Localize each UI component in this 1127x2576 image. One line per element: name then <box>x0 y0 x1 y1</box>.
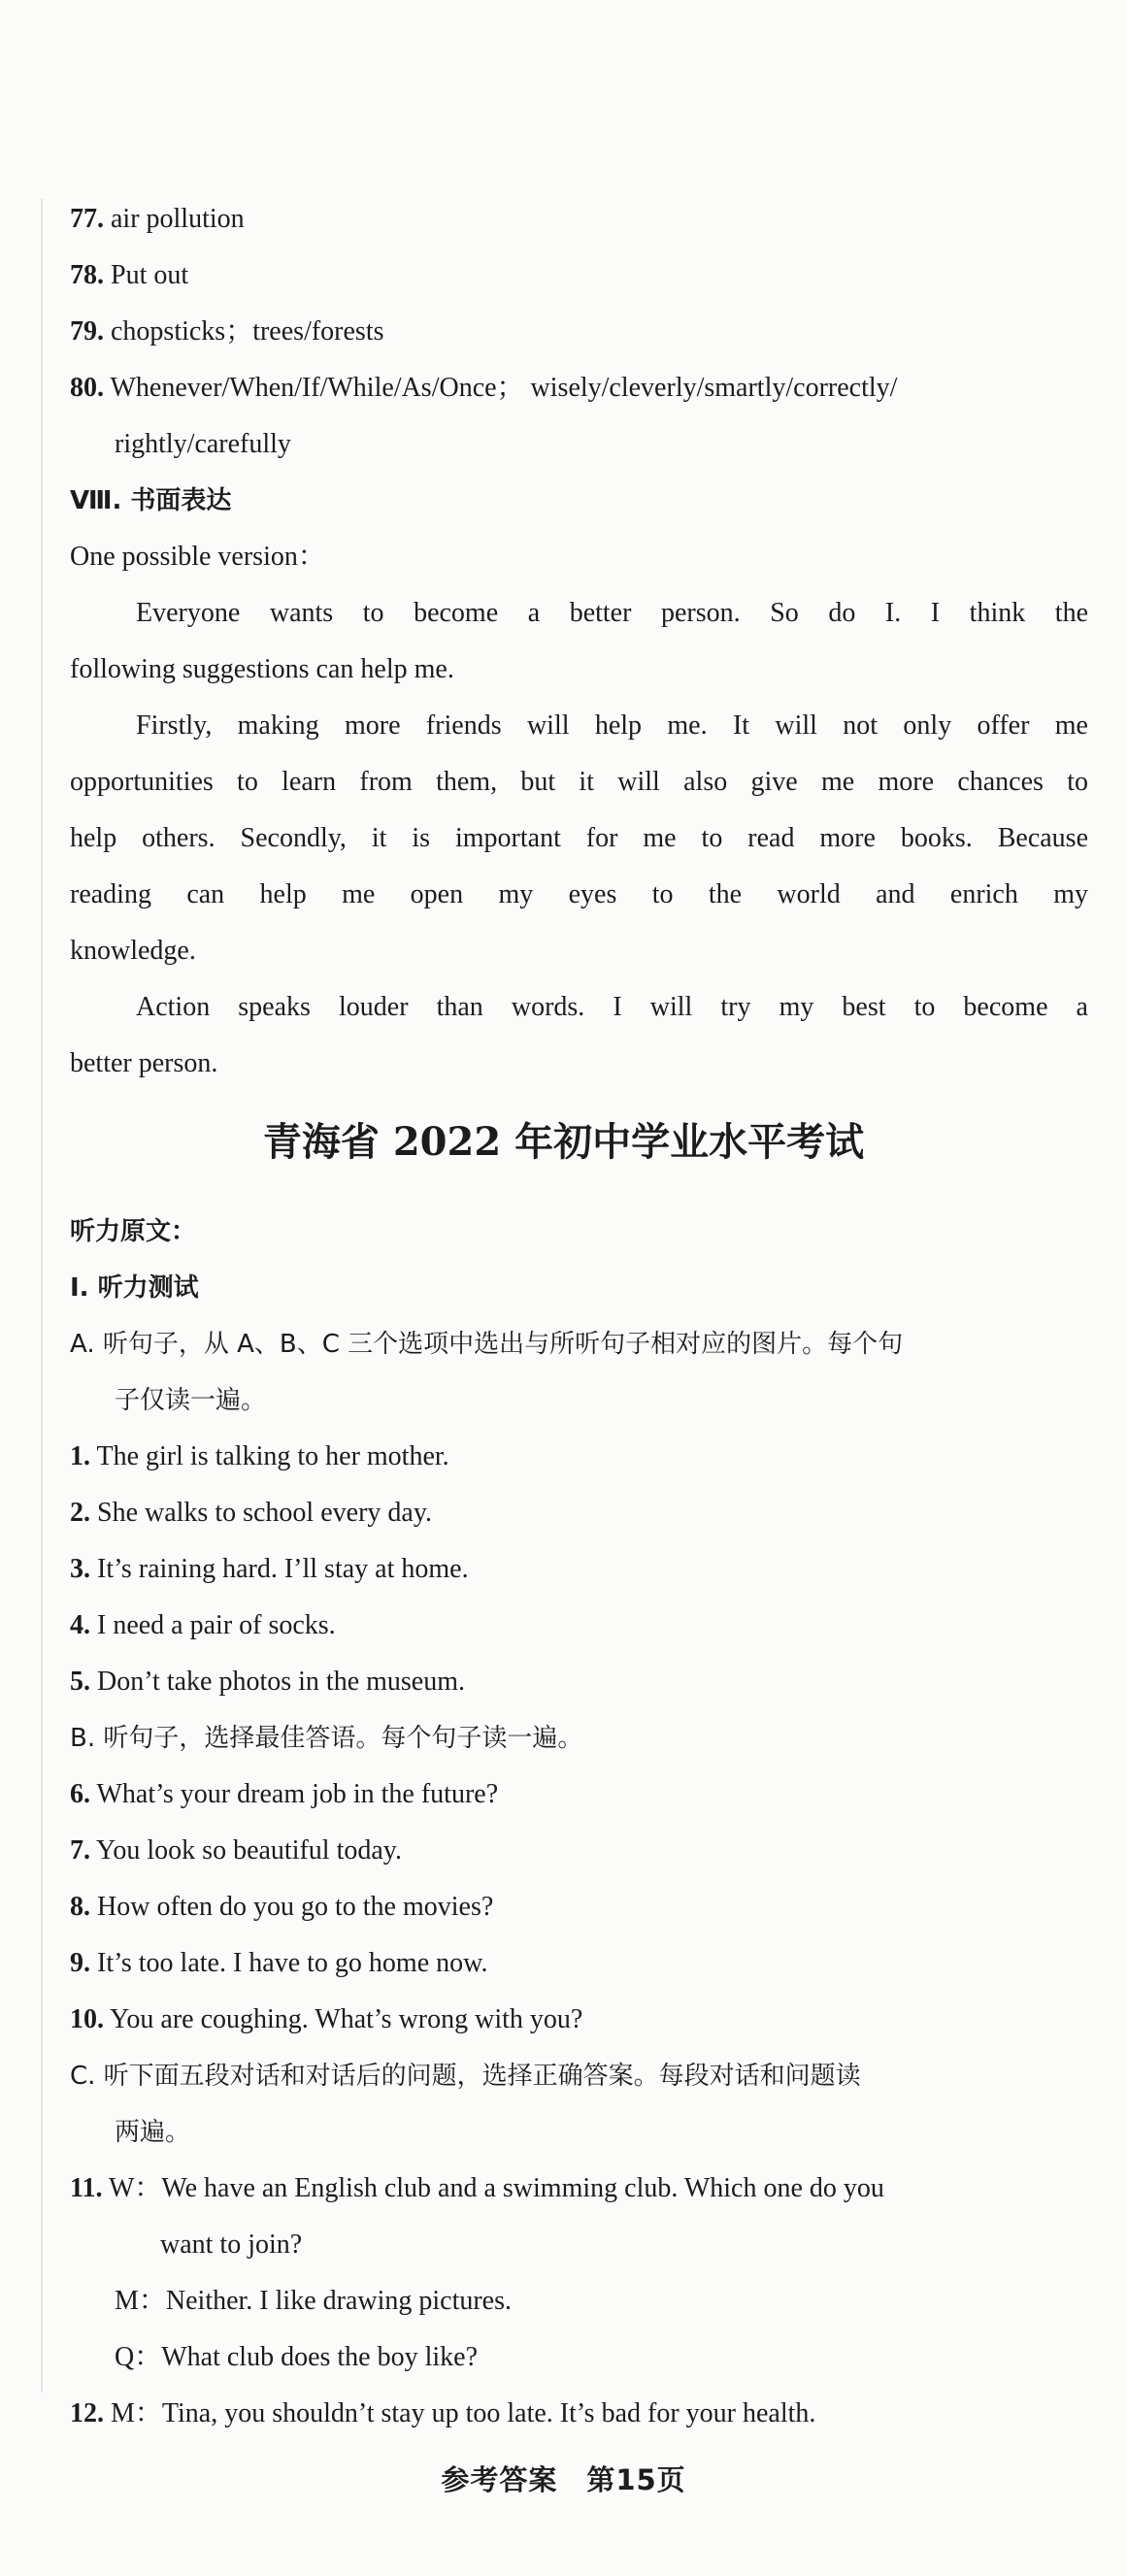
listening-item-3: 3. It’s raining hard. I’ll stay at home. <box>70 1554 469 1584</box>
essay-line: help others. Secondly, it is important for me to read more books. Because <box>70 823 1088 853</box>
answer-number: 80. <box>70 373 104 403</box>
listening-heading: 听力原文： <box>70 1217 197 1246</box>
listening-item-6: 6. What’s your dream job in the future? <box>70 1779 499 1809</box>
essay-line: knowledge. <box>70 936 196 966</box>
part-c-instruction-cont: 两遍。 <box>115 2118 191 2147</box>
part-a-instruction: A. 听句子，从 A、B、C 三个选项中选出与所听句子相对应的图片。每个句 <box>70 1330 904 1359</box>
listening-item-8: 8. How often do you go to the movies? <box>70 1892 494 1922</box>
answer-text: Put out <box>111 260 189 290</box>
listening-section: Ⅰ. 听力测试 <box>70 1273 199 1303</box>
listening-item-4: 4. I need a pair of socks. <box>70 1610 336 1640</box>
page-footer: 参考答案 第15页 <box>441 2463 686 2496</box>
part-a-instruction-cont: 子仅读一遍。 <box>115 1386 267 1415</box>
essay-line: Action speaks louder than words. I will try my best to become a <box>136 992 1088 1022</box>
answer-text: chopsticks；trees/forests <box>111 316 384 347</box>
dialogue-11-m: M：Neither. I like drawing pictures. <box>115 2286 513 2316</box>
listening-item-9: 9. It’s too late. I have to go home now. <box>70 1948 488 1978</box>
dialogue-11-w: 11. W：We have an English club and a swimming club. Which one do you <box>70 2173 884 2203</box>
exam-title: 青海省 2022 年初中学业水平考试 <box>262 1119 865 1165</box>
dialogue-12-m: 12. M：Tina, you shouldn’t stay up too late. It’s bad for your health. <box>70 2398 816 2428</box>
answer-79 <box>70 304 1088 360</box>
writing-intro: One possible version： <box>70 542 325 572</box>
answer-80 <box>70 360 1088 416</box>
answer-number: 78. <box>70 260 104 290</box>
writing-heading: Ⅷ. 书面表达 <box>70 486 232 515</box>
part-b-instruction: B. 听句子，选择最佳答语。每个句子读一遍。 <box>70 1724 583 1753</box>
essay-line: opportunities to learn from them, but it will also give me more chances to <box>70 767 1088 797</box>
answer-78 <box>70 248 1088 304</box>
essay-line: better person. <box>70 1048 218 1078</box>
answer-number: 77. <box>70 204 104 234</box>
listening-item-7: 7. You look so beautiful today. <box>70 1835 402 1866</box>
listening-item-1: 1. The girl is talking to her mother. <box>70 1441 449 1471</box>
answer-text: air pollution <box>111 204 245 234</box>
listening-item-10: 10. You are coughing. What’s wrong with you? <box>70 2004 583 2034</box>
listening-item-5: 5. Don’t take photos in the museum. <box>70 1667 465 1697</box>
answer-77 <box>70 191 1088 248</box>
dialogue-11-q: Q：What club does the boy like? <box>115 2342 479 2372</box>
margin-rule <box>41 199 43 2393</box>
answer-80-continued: rightly/carefully <box>115 429 291 459</box>
essay-line: Everyone wants to become a better person. So do I. I think the <box>136 598 1088 628</box>
essay-line: Firstly, making more friends will help me. It will not only offer me <box>136 710 1088 741</box>
part-c-instruction: C. 听下面五段对话和对话后的问题，选择正确答案。每段对话和问题读 <box>70 2062 861 2091</box>
essay-line: following suggestions can help me. <box>70 654 454 684</box>
listening-item-2: 2. She walks to school every day. <box>70 1498 432 1528</box>
dialogue-11-w-cont: want to join? <box>160 2229 303 2260</box>
answer-text: Whenever/When/If/While/As/Once； wisely/cleverly/smartly/correctly/ <box>110 373 898 403</box>
essay-line: reading can help me open my eyes to the world and enrich my <box>70 879 1088 909</box>
answer-number: 79. <box>70 316 104 347</box>
